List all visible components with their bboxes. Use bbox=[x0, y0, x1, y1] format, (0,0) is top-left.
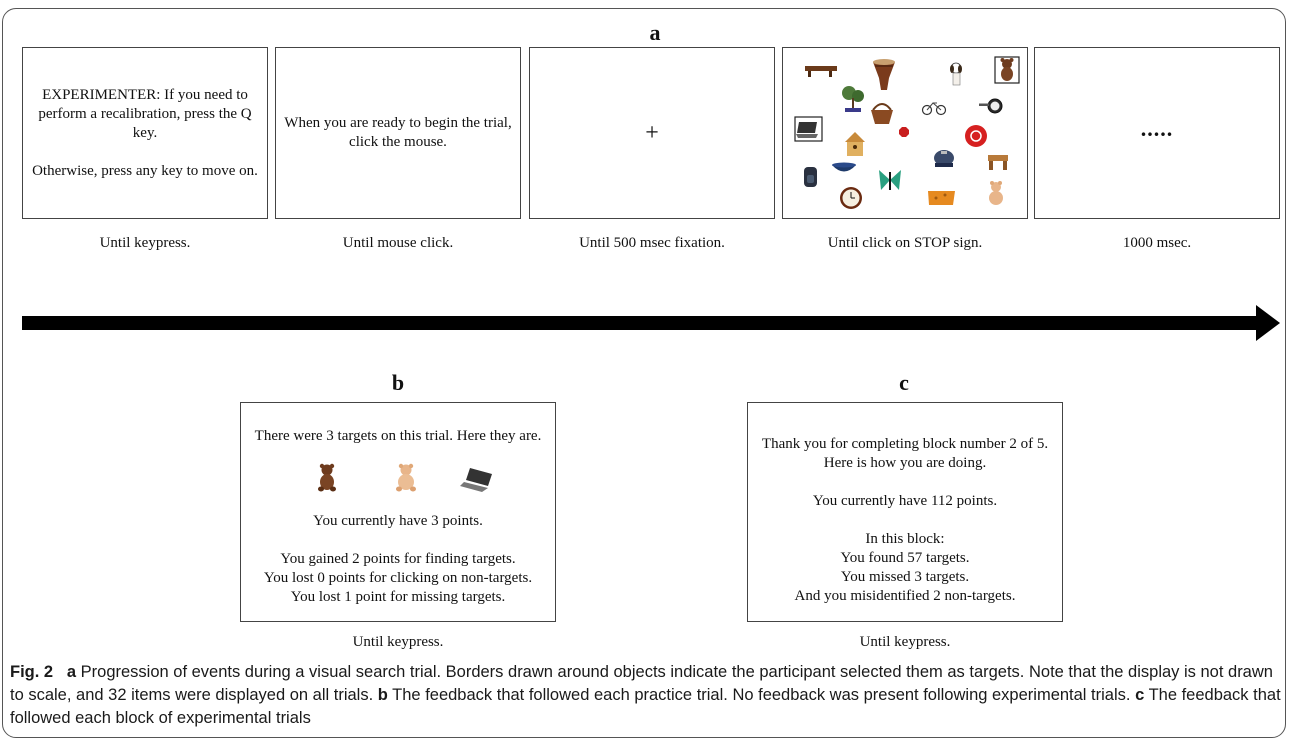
feedback-c-line1: Thank you for completing block number 2 of 5. bbox=[761, 436, 1049, 452]
laptop-selected-icon bbox=[795, 117, 822, 141]
feedback-b-line3: You gained 2 points for finding targets. bbox=[280, 551, 516, 567]
panel-b-caption: Until keypress. bbox=[352, 634, 444, 650]
ready-text: When you are ready to begin the trial, click the mouse. bbox=[284, 115, 512, 150]
wooden-bench-icon bbox=[988, 155, 1008, 170]
figure-label: Fig. 2 bbox=[10, 663, 54, 681]
feedback-c-line3: You currently have 112 points. bbox=[812, 493, 998, 509]
recalibration-text-1: EXPERIMENTER: If you need to perform a recalibration, press the Q key. bbox=[38, 86, 252, 141]
lamp-icon bbox=[934, 150, 954, 167]
timeline-arrow bbox=[22, 305, 1282, 341]
feedback-c-line2: Here is how you are doing. bbox=[823, 455, 987, 471]
feedback-c-line5: You found 57 targets. bbox=[840, 550, 970, 566]
teddy-bear-selected-icon bbox=[995, 57, 1019, 83]
target-icons bbox=[248, 460, 548, 502]
frame3-caption: Until 500 msec fixation. bbox=[579, 235, 725, 251]
panel-c-label: c bbox=[899, 370, 909, 395]
caption-b-label: b bbox=[377, 686, 388, 704]
teddy-bear-tan-icon bbox=[989, 181, 1003, 205]
feedback-c-line7: And you misidentified 2 non-targets. bbox=[794, 588, 1016, 604]
teddy-bear-tan-icon bbox=[396, 464, 416, 492]
bicycle-icon bbox=[923, 103, 946, 115]
frame2-caption: Until mouse click. bbox=[342, 235, 454, 251]
frame-search-display bbox=[782, 47, 1028, 219]
frame4-caption: Until click on STOP sign. bbox=[827, 235, 983, 251]
drum-icon bbox=[873, 59, 895, 90]
feedback-c-line6: You missed 3 targets. bbox=[840, 569, 970, 585]
fixation-cross: + bbox=[645, 119, 659, 146]
birdhouse-icon bbox=[845, 132, 865, 156]
panel-b-label: b bbox=[391, 370, 405, 395]
figure-caption bbox=[10, 661, 1282, 730]
frame-ready bbox=[275, 47, 521, 219]
feedback-c-line4: In this block: bbox=[865, 531, 945, 547]
bowl-icon bbox=[832, 163, 856, 172]
search-display-objects bbox=[783, 48, 1027, 218]
bonsai-icon bbox=[842, 86, 864, 112]
frame-block-feedback bbox=[747, 402, 1063, 622]
caption-c-text: The feedback that followed each block of experimental trials bbox=[10, 686, 1281, 727]
sponge-icon bbox=[928, 191, 955, 205]
caption-a-text: Progression of events during a visual search trial. Borders drawn around objects indicate the participant selected them as targets. Note that the display is not drawn to scale, and 32 items were displayed on all trials. bbox=[10, 663, 1273, 704]
frame1-caption: Until keypress. bbox=[99, 235, 191, 251]
caption-b-text: The feedback that followed each practice trial. No feedback was present following experimental trials. bbox=[392, 686, 1131, 704]
backpack-icon bbox=[804, 167, 817, 187]
feedback-b-line2: You currently have 3 points. bbox=[313, 513, 483, 529]
frame-fixation bbox=[529, 47, 775, 219]
caption-a-label: a bbox=[66, 663, 77, 681]
panel-c-caption: Until keypress. bbox=[859, 634, 951, 650]
ellipsis-dots: ..... bbox=[1140, 115, 1174, 141]
dog-icon bbox=[950, 63, 962, 85]
frying-pan-icon bbox=[979, 99, 1002, 113]
frame-blank-interval bbox=[1034, 47, 1280, 219]
caption-c-label: c bbox=[1135, 686, 1145, 704]
feedback-b-line5: You lost 1 point for missing targets. bbox=[290, 589, 506, 605]
wall-clock-icon bbox=[840, 187, 862, 209]
red-disc-icon bbox=[965, 125, 987, 147]
frame-practice-feedback bbox=[240, 402, 556, 622]
stop-sign-icon bbox=[899, 127, 909, 137]
shelf-icon bbox=[805, 66, 837, 77]
panel-a-label: a bbox=[649, 20, 661, 45]
teddy-bear-brown-icon bbox=[318, 464, 336, 492]
feedback-b-line4: You lost 0 points for clicking on non-targets. bbox=[263, 570, 533, 586]
laptop-icon bbox=[460, 468, 492, 492]
basket-icon bbox=[871, 104, 893, 124]
frame5-caption: 1000 msec. bbox=[1122, 235, 1192, 251]
butterfly-icon bbox=[879, 170, 901, 190]
feedback-b-line1: There were 3 targets on this trial. Here they are. bbox=[254, 428, 542, 444]
frame-recalibration bbox=[22, 47, 268, 219]
recalibration-text-2: Otherwise, press any key to move on. bbox=[32, 162, 258, 179]
